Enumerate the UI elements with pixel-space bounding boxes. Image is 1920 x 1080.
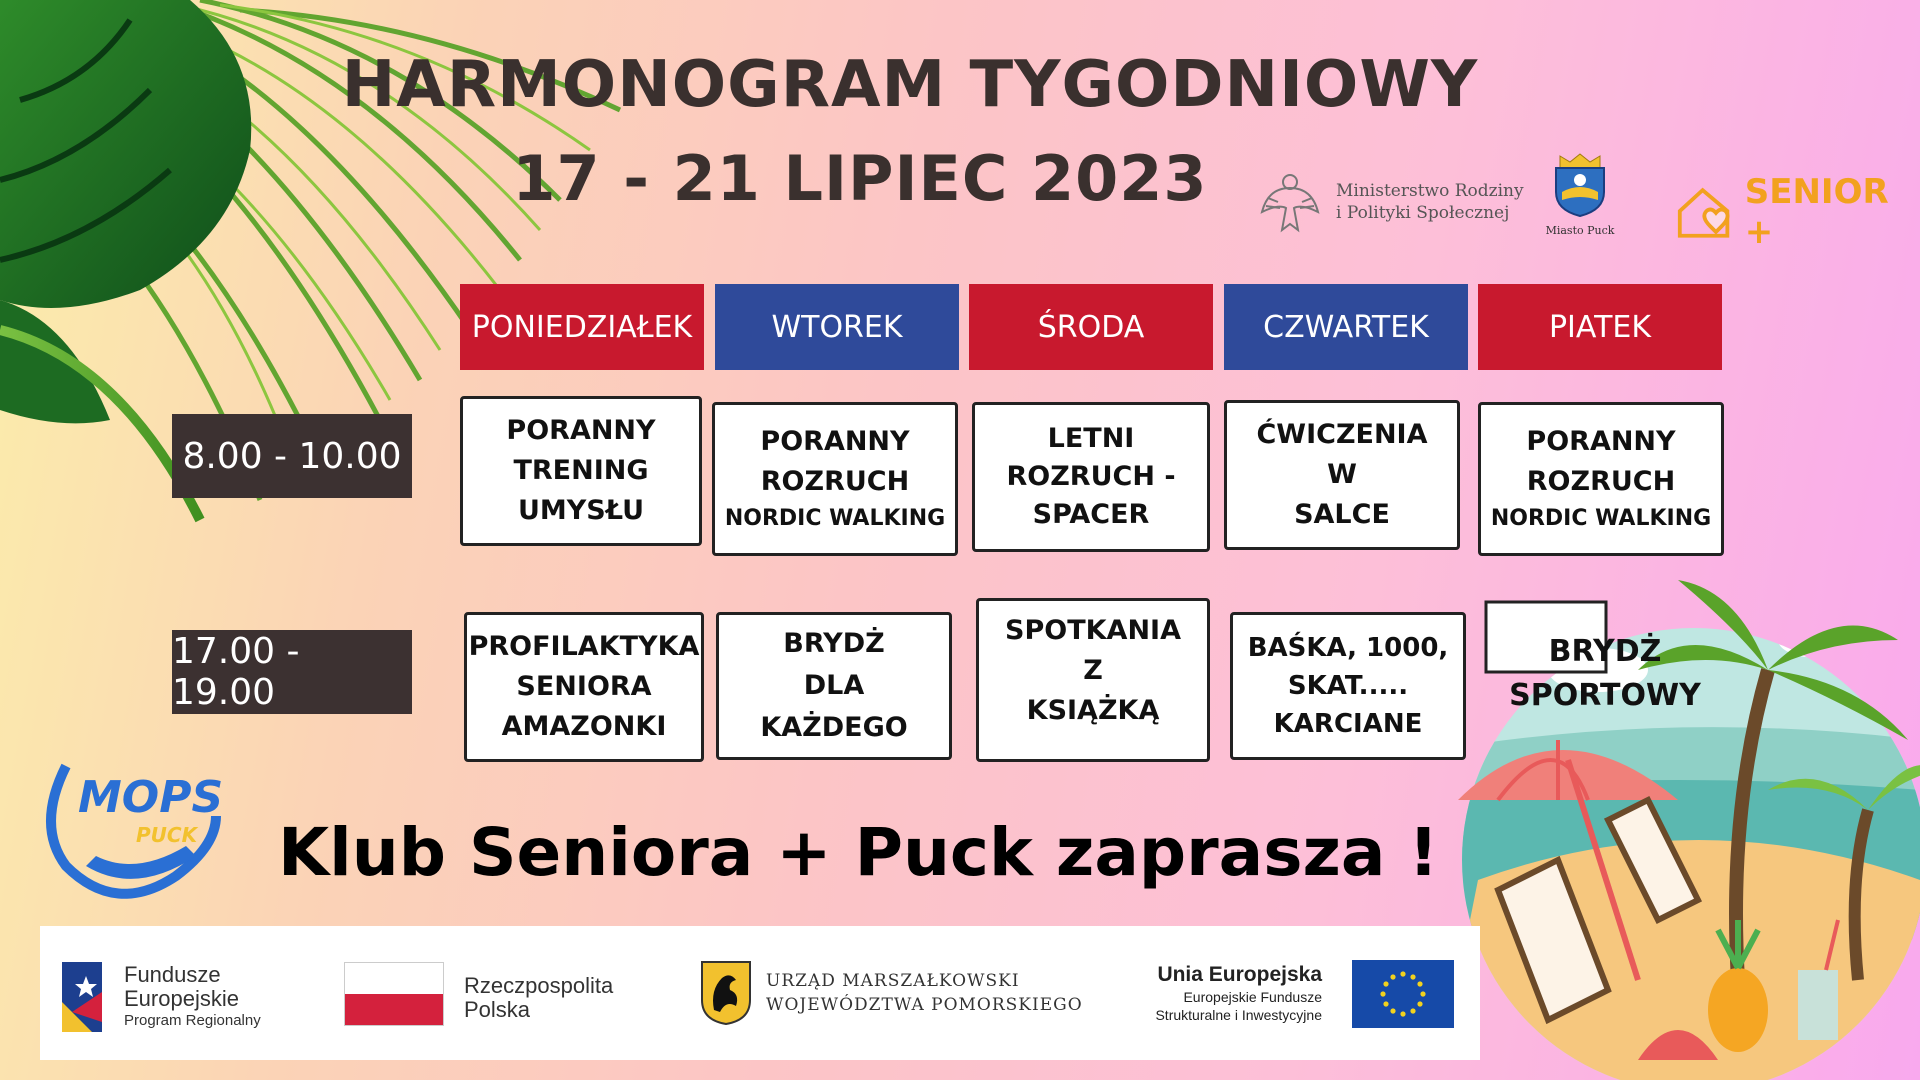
fe-line1: Fundusze [124,962,221,987]
activity-card-fri-evening [1490,630,1720,718]
eu-flag-icon [1352,960,1454,1028]
day-header-friday: PIATEK [1478,284,1722,370]
ministry-line1: Ministerstwo Rodziny [1336,181,1524,201]
activity-line: ROZRUCH [1526,466,1676,497]
fundusze-europejskie-logo [62,962,261,1032]
ue-line3: Strukturalne i Inwestycyjne [1155,1007,1322,1023]
activity-card-fri-morning [1478,402,1724,556]
senior-plus-logo [1676,172,1920,252]
activity-line: DLA [803,670,865,701]
activity-line: BRYDŻ [783,628,885,659]
activity-line: PORANNY [760,426,910,457]
activity-subline: NORDIC WALKING [724,506,946,531]
um-line1: URZĄD MARSZAŁKOWSKI [766,971,1020,991]
activity-card-mon-morning [460,396,702,546]
ministry-logo [1258,168,1524,236]
activity-line: BRYDŻ [1548,634,1662,669]
day-header-tuesday: WTOREK [715,284,959,370]
um-line2: WOJEWÓDZTWA POMORSKIEGO [766,995,1083,1015]
activity-line: KARCIANE [1273,709,1423,739]
mops-city: PUCK [136,823,198,847]
activity-card-thu-evening [1230,612,1466,760]
mops-logo [26,736,226,906]
time-slot-morning: 8.00 - 10.00 [172,414,412,498]
day-header-thursday: CZWARTEK [1224,284,1468,370]
time-slot-evening: 17.00 - 19.00 [172,630,412,714]
date-range: 17 - 21 LIPIEC 2023 [512,142,1208,215]
senior-plus-label: SENIOR + [1744,172,1889,252]
activity-line: KAŻDEGO [760,712,908,743]
activity-line: ĆWICZENIA [1256,419,1428,450]
activity-line: PROFILAKTYKA [468,631,700,662]
eagle-emblem-icon [1258,168,1322,236]
activity-line: Z [1083,655,1103,686]
activity-card-wed-morning [972,402,1210,552]
pl-line2: Polska [464,997,531,1022]
griffin-crest-icon [700,960,752,1026]
puck-label: Miasto Puck [1545,224,1615,237]
activity-line: SPACER [1032,499,1150,530]
activity-card-wed-evening [976,598,1210,762]
activity-card-tue-evening [716,612,952,760]
activity-card-thu-morning [1224,400,1460,550]
activity-line: W [1327,459,1357,490]
house-heart-icon [1676,183,1739,241]
pl-line1: Rzeczpospolita [464,973,614,998]
activity-card-mon-evening [464,612,704,762]
ue-line2: Europejskie Fundusze [1183,989,1322,1005]
activity-line: SPORTOWY [1509,678,1701,713]
poland-flag-icon [344,962,444,1026]
ue-line1: Unia Europejska [1157,963,1322,986]
puck-crest-icon [1550,152,1610,218]
urzad-marszalkowski-logo [700,960,1083,1026]
activity-line: TRENING [513,455,649,486]
activity-line: SKAT..... [1287,671,1409,701]
puck-crest-logo [1540,152,1620,237]
activity-line: AMAZONKI [501,711,667,742]
invitation-text: Klub Seniora + Puck zaprasza ! [278,814,1439,891]
activity-line: PORANNY [1526,426,1676,457]
unia-europejska-text [1132,962,1322,1024]
activity-line: LETNI [1047,423,1135,454]
fe-star-icon [62,962,112,1032]
mops-name: MOPS [78,772,224,823]
activity-line: SPOTKANIA [1005,615,1181,646]
activity-line: KSIĄŻKĄ [1026,695,1160,726]
page-title: HARMONOGRAM TYGODNIOWY [341,48,1479,122]
fe-line3: Program Regionalny [124,1012,261,1029]
day-header-wednesday: ŚRODA [969,284,1213,370]
activity-line: SALCE [1294,499,1390,530]
ministry-line2: i Polityki Społecznej [1336,203,1510,223]
activity-card-tue-morning [712,402,958,556]
activity-line: ROZRUCH [760,466,910,497]
fe-line2: Europejskie [124,986,239,1011]
activity-line: UMYSŁU [517,495,645,526]
activity-subline: NORDIC WALKING [1490,506,1712,531]
activity-line: BAŚKA, 1000, [1247,633,1449,663]
activity-line: ROZRUCH - [1006,461,1176,492]
activity-line: SENIORA [516,671,652,702]
funding-banner [40,926,1480,1060]
activity-line: PORANNY [506,415,656,446]
day-header-monday: PONIEDZIAŁEK [460,284,704,370]
